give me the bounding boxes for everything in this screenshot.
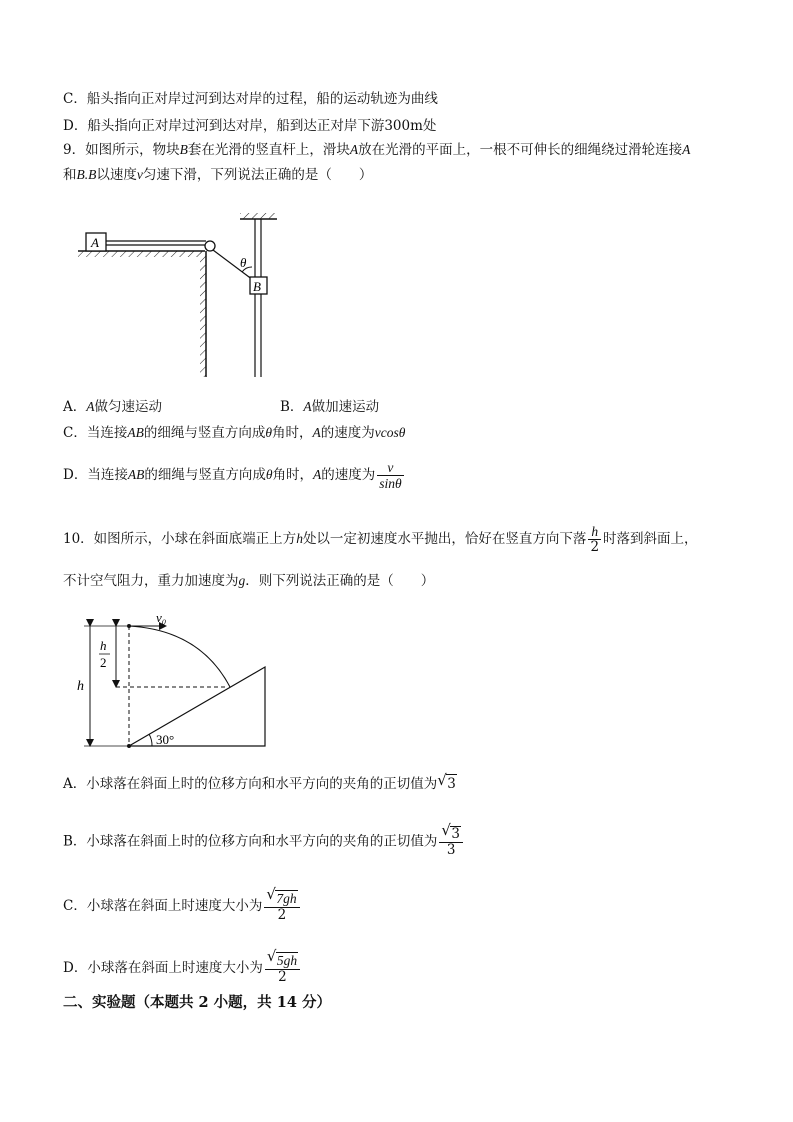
q9-stem-line1: 9．如图所示，物块B套在光滑的竖直杆上，滑块A放在光滑的平面上，一根不可伸长的细绳绕过滑轮连接A (63, 142, 691, 158)
q10-option-a-sqrt: √ 3 (437, 771, 456, 792)
q9-option-b: B．A做加速运动 (280, 399, 380, 415)
q9-option-a: A．A做匀速运动 (63, 399, 162, 415)
q10-option-c-fraction: √ 7gh 2 (264, 890, 299, 923)
q9-label-a: A (91, 235, 99, 250)
q10-option-d-fraction: √ 5gh 2 (265, 952, 300, 985)
q9-label-theta: θ (240, 255, 247, 270)
q9-option-d: D．当连接AB的细绳与竖直方向成θ角时，A的速度为 $\frac{v}{\sin\theta}$ (63, 460, 402, 491)
q10-label-v0: v₀ (156, 610, 167, 625)
q9-label-b: B (253, 279, 261, 294)
section-2-title: 二、实验题（本题共 2 小题，共 14 分） (63, 994, 331, 1011)
prev-option-c: C．船头指向正对岸过河到达对岸的过程，船的运动轨迹为曲线 (63, 91, 438, 107)
q10-stem-line2: 不计空气阻力，重力加速度为g．则下列说法正确的是（ ） (63, 573, 435, 589)
q9-option-c: C．当连接AB的细绳与竖直方向成θ角时，A的速度为vcosθ (63, 425, 406, 441)
q9-stem-line2: 和B.B以速度v匀速下滑，下列说法正确的是（ ） (63, 167, 373, 183)
q10-stem-line1: 10．如图所示，小球在斜面底端正上方h处以一定初速度水平抛出，恰好在竖直方向下落 $\frac{h}{2}$ 时落到斜面上， (63, 524, 698, 555)
q9-figure (70, 205, 290, 385)
q10-figure (70, 610, 280, 755)
q10-option-d: D．小球落在斜面上时速度大小为 √ 5gh 2 (63, 952, 302, 985)
q10-option-b: B．小球落在斜面上时的位移方向和水平方向的夹角的正切值为 √ 3 3 (63, 826, 465, 858)
q9-option-d-fraction: $\frac{v}{\sin\theta}$ (379, 460, 402, 491)
q10-option-b-fraction: √ 3 3 (439, 826, 463, 858)
q10-label-angle: 30° (156, 732, 175, 747)
q10-label-h: h (77, 679, 84, 694)
q10-label-half-den: 2 (100, 655, 107, 670)
q10-label-half-num: h (100, 638, 107, 653)
q10-option-c: C．小球落在斜面上时速度大小为 √ 7gh 2 (63, 890, 302, 923)
prev-option-d: D．船头指向正对岸过河到达对岸，船到达正对岸下游300m处 (63, 118, 437, 134)
q10-stem-fraction: $\frac{h}{2}$ (590, 524, 600, 555)
q10-option-a: A．小球落在斜面上时的位移方向和水平方向的夹角的正切值为 √ 3 (63, 771, 456, 792)
